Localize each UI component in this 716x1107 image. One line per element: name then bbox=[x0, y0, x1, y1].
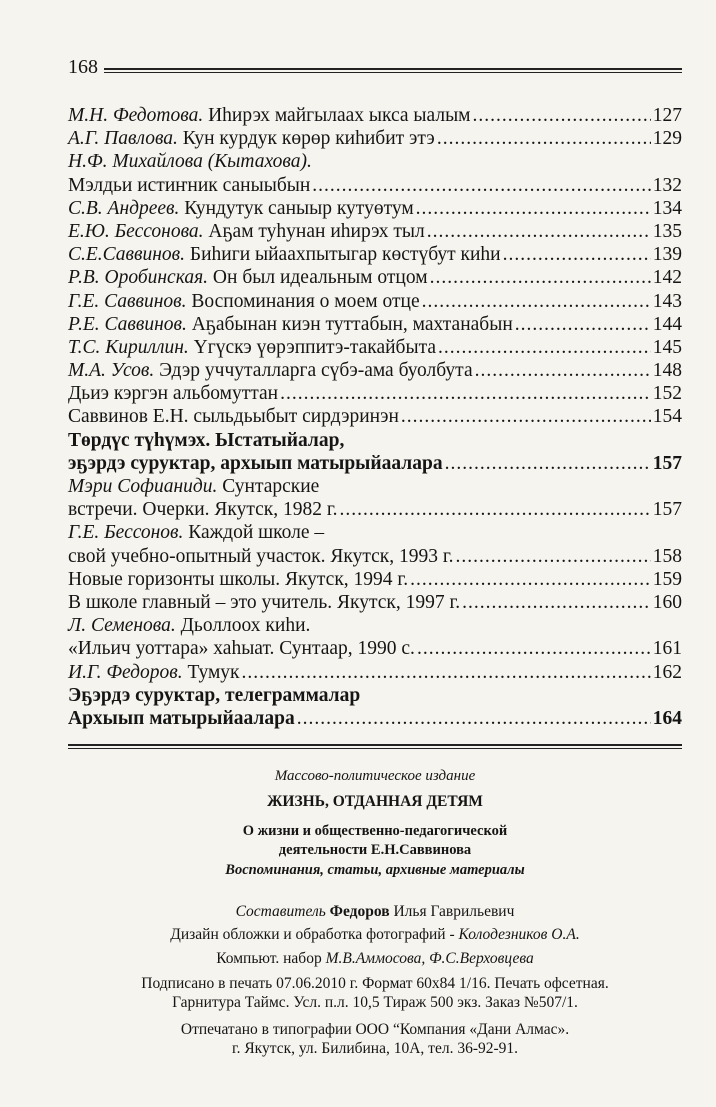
toc-author: Н.Ф. Михайлова (Кытахова). bbox=[68, 151, 312, 173]
toc-leader-dots bbox=[340, 498, 651, 521]
toc-title: Үгүскэ үөрэппитэ-такайбыта bbox=[188, 336, 436, 358]
toc-entry-text bbox=[68, 452, 443, 475]
toc-author: Г.Е. Бессонов. bbox=[68, 522, 184, 544]
toc-page-number: 158 bbox=[652, 545, 682, 567]
toc-title: Аҕабынан киэн туттабын, махтанабын bbox=[186, 313, 513, 335]
toc-leader-dots bbox=[401, 405, 651, 428]
toc-title: Каждой школе – bbox=[183, 522, 325, 544]
toc-page-number: 161 bbox=[652, 638, 682, 660]
toc-entry-text bbox=[68, 707, 295, 730]
toc-entry bbox=[68, 545, 682, 568]
toc-entry-text bbox=[68, 684, 360, 707]
toc-page-number: 134 bbox=[652, 197, 682, 219]
table-of-contents bbox=[68, 104, 682, 730]
toc-entry-text bbox=[68, 104, 471, 127]
toc-title: Иhирэх майгылаах ыкса ыалым bbox=[203, 105, 471, 126]
toc-entry bbox=[68, 614, 682, 637]
toc-entry-text bbox=[68, 290, 420, 313]
compiler-surname: Федоров bbox=[329, 903, 390, 920]
printer-name: Отпечатано в типографии ООО “Компания «Дани Алмас». bbox=[180, 1021, 570, 1038]
toc-entry bbox=[68, 475, 682, 498]
toc-entry bbox=[68, 452, 682, 475]
toc-entry-text bbox=[68, 266, 428, 289]
toc-author: С.Е.Саввинов. bbox=[68, 244, 185, 266]
toc-author: И.Г. Федоров. bbox=[68, 661, 183, 683]
toc-page-number: 132 bbox=[652, 174, 682, 196]
toc-title: Воспоминания о моем отце bbox=[186, 290, 420, 312]
toc-leader-dots bbox=[456, 545, 651, 568]
toc-entry-text bbox=[68, 498, 338, 521]
toc-entry bbox=[68, 220, 682, 243]
toc-entry-text bbox=[68, 568, 408, 591]
toc-entry bbox=[68, 197, 682, 220]
toc-title: Биhиги ыйаахпытыгар көстүбут киhи bbox=[185, 244, 501, 266]
toc-leader-dots bbox=[312, 174, 650, 197]
edition-type: Массово-политическое издание bbox=[274, 768, 476, 784]
toc-entry bbox=[68, 405, 682, 428]
toc-leader-dots bbox=[417, 637, 651, 660]
toc-leader-dots bbox=[427, 220, 651, 243]
toc-title: Эҕэрдэ суруктар, телеграммалар bbox=[68, 684, 361, 706]
toc-entry bbox=[68, 313, 682, 336]
toc-leader-dots bbox=[430, 266, 651, 289]
toc-entry bbox=[68, 174, 682, 197]
toc-entry bbox=[68, 637, 682, 660]
toc-entry-text bbox=[68, 475, 319, 498]
toc-title: Тумук bbox=[182, 661, 240, 683]
toc-entry bbox=[68, 521, 682, 544]
subtitle-line-1: О жизни и общественно-педагогической bbox=[242, 823, 508, 839]
toc-entry bbox=[68, 336, 682, 359]
toc-page-number: 154 bbox=[652, 406, 682, 428]
print-details-2: Гарнитура Таймс. Усл. п.л. 10,5 Тираж 500 экз. Заказ №507/1. bbox=[172, 994, 578, 1011]
toc-leader-dots bbox=[410, 568, 651, 591]
toc-author: Л. Семенова. bbox=[68, 615, 176, 637]
toc-title: свой учебно-опытный участок. Якутск, 1993 г. bbox=[68, 545, 454, 567]
toc-page-number: 157 bbox=[652, 452, 682, 474]
genre-line: Воспоминания, статьи, архивные материалы bbox=[225, 862, 525, 878]
toc-entry bbox=[68, 150, 682, 173]
toc-leader-dots bbox=[242, 661, 651, 684]
toc-entry-text bbox=[68, 405, 399, 428]
toc-title: Саввинов Е.Н. сыльдьыбыт сирдэринэн bbox=[68, 406, 399, 428]
toc-leader-dots bbox=[475, 359, 651, 382]
toc-page-number: 145 bbox=[652, 336, 682, 358]
toc-entry-text bbox=[68, 174, 310, 197]
book-subtitle bbox=[68, 822, 682, 860]
toc-page-number: 139 bbox=[652, 244, 682, 266]
toc-author: А.Г. Павлова. bbox=[68, 128, 178, 150]
toc-leader-dots bbox=[422, 290, 651, 313]
toc-entry bbox=[68, 498, 682, 521]
toc-title: Эдэр уччуталларга сүбэ-ама буолбута bbox=[154, 360, 473, 382]
toc-entry-text bbox=[68, 313, 513, 336]
toc-entry-text bbox=[68, 521, 324, 544]
toc-title: Төрдүс түhүмэх. Ыстатыйалар, bbox=[68, 429, 345, 451]
toc-author: М.А. Усов. bbox=[68, 360, 155, 382]
toc-author: Р.Е. Саввинов. bbox=[68, 313, 187, 335]
toc-entry-text bbox=[68, 637, 415, 660]
toc-leader-dots bbox=[438, 336, 651, 359]
toc-title: Архыып матырыйаалара bbox=[68, 707, 295, 729]
toc-entry bbox=[68, 290, 682, 313]
toc-title: Дьиэ кэргэн альбомуттан bbox=[68, 383, 279, 405]
toc-title: эҕэрдэ суруктар, архыып матырыйаалара bbox=[68, 452, 443, 474]
toc-page-number: 142 bbox=[652, 267, 682, 289]
toc-title: Аҕам туhунан иhирэх тыл bbox=[203, 220, 425, 242]
design-name: Колодезников О.А. bbox=[458, 926, 580, 943]
toc-entry-text bbox=[68, 336, 436, 359]
toc-entry bbox=[68, 429, 682, 452]
toc-entry bbox=[68, 707, 682, 730]
toc-author: Т.С. Кириллин. bbox=[68, 336, 189, 358]
compiler-name: Илья Гаврильевич bbox=[393, 903, 515, 920]
toc-entry-text bbox=[68, 429, 344, 452]
toc-author: М.Н. Федотова. bbox=[68, 105, 204, 126]
toc-leader-dots bbox=[297, 707, 651, 730]
toc-title: Сунтарские bbox=[217, 476, 320, 497]
toc-page-number: 152 bbox=[652, 383, 682, 405]
toc-title: «Ильич уоттара» хаhыат. Сунтаар, 1990 с. bbox=[68, 638, 415, 660]
toc-page-number: 157 bbox=[652, 499, 682, 521]
toc-entry-text bbox=[68, 243, 501, 266]
toc-leader-dots bbox=[462, 591, 651, 614]
toc-author: Мэри Софианиди. bbox=[68, 476, 218, 497]
toc-title: Он был идеальным отцом bbox=[208, 267, 428, 289]
subtitle-line-2: деятельности Е.Н.Саввинова bbox=[278, 842, 472, 858]
toc-title: Дьоллоох киhи. bbox=[175, 615, 311, 637]
toc-page-number: 148 bbox=[652, 360, 682, 382]
toc-entry bbox=[68, 127, 682, 150]
toc-page-number: 135 bbox=[652, 220, 682, 242]
typeset-names: М.В.Аммосова, Ф.С.Верховцева bbox=[325, 950, 534, 967]
toc-page-number: 159 bbox=[652, 568, 682, 590]
toc-entry bbox=[68, 266, 682, 289]
toc-leader-dots bbox=[437, 127, 651, 150]
toc-author: Р.В. Оробинская. bbox=[68, 267, 209, 289]
toc-entry bbox=[68, 684, 682, 707]
toc-entry bbox=[68, 104, 682, 127]
compiler-credit bbox=[68, 903, 682, 921]
design-label: Дизайн обложки и обработка фотографий - bbox=[170, 926, 455, 943]
header-rule bbox=[104, 68, 682, 73]
compiler-label: Составитель bbox=[235, 903, 326, 920]
toc-title: В школе главный – это учитель. Якутск, 1997 г. bbox=[68, 591, 461, 613]
printer-address: г. Якутск, ул. Билибина, 10А, тел. 36-92-91. bbox=[231, 1040, 519, 1057]
design-credit bbox=[68, 926, 682, 944]
toc-page-number: 164 bbox=[652, 707, 682, 729]
toc-leader-dots bbox=[416, 197, 651, 220]
toc-leader-dots bbox=[503, 243, 651, 266]
toc-page-number: 143 bbox=[652, 290, 682, 312]
toc-entry bbox=[68, 591, 682, 614]
toc-title: Кун курдук көрөр киhибит этэ bbox=[177, 128, 435, 150]
toc-title: Кундутук саныыр кутуөтум bbox=[179, 197, 414, 219]
print-details-1: Подписано в печать 07.06.2010 г. Формат 60х84 1/16. Печать офсетная. bbox=[141, 975, 609, 992]
toc-entry-text bbox=[68, 150, 312, 173]
toc-entry bbox=[68, 661, 682, 684]
toc-page-number: 162 bbox=[652, 661, 682, 683]
section-divider bbox=[68, 744, 682, 749]
toc-entry bbox=[68, 382, 682, 405]
toc-author: Е.Ю. Бессонова. bbox=[68, 220, 204, 242]
toc-title: Мэлдьи истиҥник саныыбын bbox=[68, 174, 311, 196]
toc-entry bbox=[68, 359, 682, 382]
toc-leader-dots bbox=[280, 382, 651, 405]
toc-entry-text bbox=[68, 220, 425, 243]
toc-entry-text bbox=[68, 661, 240, 684]
toc-author: Г.Е. Саввинов. bbox=[68, 290, 187, 312]
typeset-label: Компьют. набор bbox=[216, 950, 322, 967]
toc-entry-text bbox=[68, 614, 310, 637]
toc-leader-dots bbox=[473, 104, 651, 127]
toc-entry-text bbox=[68, 545, 454, 568]
toc-title: встречи. Очерки. Якутск, 1982 г. bbox=[68, 499, 338, 521]
toc-page-number: 160 bbox=[652, 591, 682, 613]
typeset-credit bbox=[68, 950, 682, 968]
toc-page-number: 144 bbox=[652, 313, 682, 335]
toc-entry-text bbox=[68, 197, 414, 220]
toc-author: С.В. Андреев. bbox=[68, 197, 180, 219]
book-title: ЖИЗНЬ, ОТДАННАЯ ДЕТЯМ bbox=[267, 793, 483, 810]
toc-entry-text bbox=[68, 591, 460, 614]
toc-page-number: 129 bbox=[652, 128, 682, 150]
toc-page-number: 127 bbox=[652, 105, 682, 126]
toc-entry bbox=[68, 243, 682, 266]
toc-leader-dots bbox=[445, 452, 651, 475]
toc-entry-text bbox=[68, 359, 473, 382]
toc-entry-text bbox=[68, 127, 435, 150]
toc-leader-dots bbox=[515, 313, 651, 336]
toc-entry-text bbox=[68, 382, 278, 405]
toc-title: Новые горизонты школы. Якутск, 1994 г. bbox=[68, 568, 409, 590]
toc-entry bbox=[68, 568, 682, 591]
page-number: 168 bbox=[68, 56, 98, 78]
